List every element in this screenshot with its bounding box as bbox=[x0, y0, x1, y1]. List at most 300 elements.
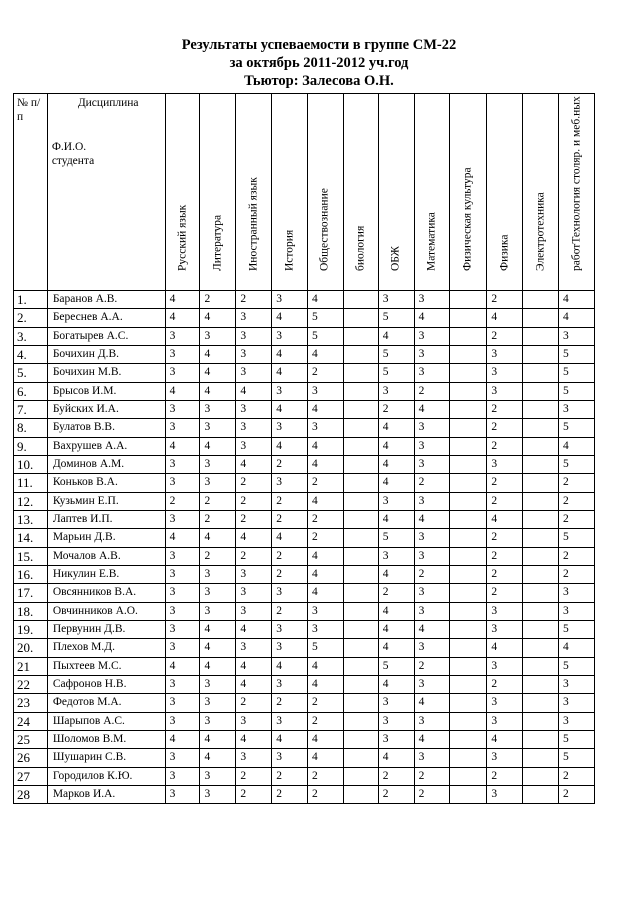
row-number: 6. bbox=[14, 382, 48, 400]
grade-cell: 4 bbox=[165, 309, 200, 327]
grade-cell: 2 bbox=[487, 547, 523, 565]
grade-cell: 5 bbox=[559, 382, 595, 400]
grade-cell bbox=[450, 657, 487, 675]
grade-cell: 2 bbox=[308, 364, 344, 382]
header-fio: Ф.И.О. bbox=[51, 141, 87, 153]
student-name: Плехов М.Д. bbox=[47, 639, 165, 657]
row-number: 26 bbox=[14, 749, 48, 767]
grade-cell: 5 bbox=[559, 419, 595, 437]
grade-cell: 2 bbox=[378, 584, 414, 602]
grade-cell: 2 bbox=[559, 510, 595, 528]
grade-cell: 2 bbox=[236, 785, 272, 803]
table-header-row bbox=[14, 94, 595, 291]
row-number: 14. bbox=[14, 529, 48, 547]
grade-cell: 3 bbox=[308, 620, 344, 638]
grade-cell: 5 bbox=[559, 345, 595, 363]
student-name: Бочихин М.В. bbox=[47, 364, 165, 382]
grade-cell: 3 bbox=[378, 712, 414, 730]
grade-cell: 4 bbox=[487, 639, 523, 657]
grade-cell bbox=[450, 529, 487, 547]
table-row bbox=[14, 767, 595, 785]
header-subject: Физическая культура bbox=[450, 94, 487, 291]
grade-cell bbox=[450, 510, 487, 528]
grade-cell: 2 bbox=[272, 492, 308, 510]
grade-cell: 5 bbox=[559, 749, 595, 767]
grade-cell: 4 bbox=[559, 437, 595, 455]
grade-cell: 2 bbox=[414, 565, 450, 583]
row-number: 20. bbox=[14, 639, 48, 657]
header-subject: работТехнология столяр. и меб.ных bbox=[559, 94, 595, 291]
grade-cell: 3 bbox=[236, 400, 272, 418]
row-number: 7. bbox=[14, 400, 48, 418]
header-number: № п/п bbox=[14, 94, 48, 291]
grade-cell: 4 bbox=[378, 327, 414, 345]
grade-cell bbox=[450, 675, 487, 693]
table-row bbox=[14, 785, 595, 803]
grade-cell: 4 bbox=[200, 345, 236, 363]
grade-cell: 3 bbox=[165, 455, 200, 473]
grade-cell: 3 bbox=[200, 602, 236, 620]
row-number: 17. bbox=[14, 584, 48, 602]
grade-cell bbox=[343, 419, 378, 437]
grade-cell: 4 bbox=[236, 620, 272, 638]
grade-cell: 3 bbox=[165, 327, 200, 345]
grade-cell: 3 bbox=[272, 382, 308, 400]
student-name: Овчинников А.О. bbox=[47, 602, 165, 620]
header-discipline: Дисциплина bbox=[77, 97, 139, 109]
grade-cell: 4 bbox=[200, 437, 236, 455]
grade-cell: 3 bbox=[272, 749, 308, 767]
grade-cell: 4 bbox=[200, 657, 236, 675]
grade-cell: 4 bbox=[200, 620, 236, 638]
student-name: Пыхтеев М.С. bbox=[47, 657, 165, 675]
grade-cell: 2 bbox=[487, 327, 523, 345]
grade-cell: 2 bbox=[487, 492, 523, 510]
grade-cell: 3 bbox=[200, 419, 236, 437]
table-row bbox=[14, 327, 595, 345]
grade-cell: 5 bbox=[559, 455, 595, 473]
grade-cell: 3 bbox=[165, 785, 200, 803]
grade-cell: 2 bbox=[308, 767, 344, 785]
grade-cell: 4 bbox=[378, 749, 414, 767]
tutor-subtitle: Тьютор: Залесова О.Н. bbox=[244, 73, 394, 89]
row-number: 24 bbox=[14, 712, 48, 730]
grade-cell bbox=[523, 694, 559, 712]
grade-cell bbox=[523, 419, 559, 437]
grade-cell: 2 bbox=[487, 565, 523, 583]
grade-cell bbox=[450, 309, 487, 327]
grade-cell: 5 bbox=[308, 309, 344, 327]
grade-cell: 3 bbox=[165, 749, 200, 767]
grade-cell: 4 bbox=[378, 602, 414, 620]
grade-cell bbox=[523, 620, 559, 638]
table-row bbox=[14, 529, 595, 547]
grade-cell: 3 bbox=[487, 657, 523, 675]
grade-cell: 3 bbox=[378, 382, 414, 400]
grade-cell: 3 bbox=[165, 712, 200, 730]
grade-cell: 4 bbox=[414, 400, 450, 418]
grade-cell: 2 bbox=[378, 400, 414, 418]
grade-cell: 2 bbox=[272, 547, 308, 565]
grade-cell: 5 bbox=[559, 364, 595, 382]
grade-cell: 3 bbox=[236, 419, 272, 437]
grade-cell: 4 bbox=[378, 565, 414, 583]
grade-cell: 4 bbox=[165, 437, 200, 455]
grade-cell: 3 bbox=[200, 455, 236, 473]
grade-cell: 3 bbox=[378, 492, 414, 510]
grade-cell: 4 bbox=[165, 730, 200, 748]
grade-cell: 3 bbox=[272, 584, 308, 602]
grade-cell: 4 bbox=[308, 437, 344, 455]
grade-cell: 3 bbox=[236, 565, 272, 583]
student-name: Доминов А.М. bbox=[47, 455, 165, 473]
grade-cell bbox=[523, 785, 559, 803]
grade-cell: 2 bbox=[487, 437, 523, 455]
table-row bbox=[14, 712, 595, 730]
grade-cell: 2 bbox=[236, 510, 272, 528]
grade-cell: 3 bbox=[308, 419, 344, 437]
grade-cell bbox=[343, 749, 378, 767]
header-subject: ОБЖ bbox=[378, 94, 414, 291]
grade-cell: 2 bbox=[236, 291, 272, 309]
grade-cell: 3 bbox=[236, 639, 272, 657]
grade-cell bbox=[523, 309, 559, 327]
grade-cell: 3 bbox=[487, 455, 523, 473]
grade-cell: 3 bbox=[165, 364, 200, 382]
grade-cell: 3 bbox=[272, 712, 308, 730]
grade-cell: 2 bbox=[487, 400, 523, 418]
student-name: Первунин Д.В. bbox=[47, 620, 165, 638]
grade-cell: 4 bbox=[272, 309, 308, 327]
grade-cell: 5 bbox=[378, 345, 414, 363]
grade-cell: 3 bbox=[272, 675, 308, 693]
grade-cell bbox=[523, 675, 559, 693]
grade-cell: 3 bbox=[559, 694, 595, 712]
grade-cell: 3 bbox=[414, 345, 450, 363]
grade-cell: 4 bbox=[308, 400, 344, 418]
grade-cell bbox=[343, 437, 378, 455]
header-subject: биология bbox=[343, 94, 378, 291]
student-name: Коньков В.А. bbox=[47, 474, 165, 492]
grade-cell bbox=[343, 455, 378, 473]
grade-cell: 5 bbox=[308, 639, 344, 657]
grade-cell: 3 bbox=[487, 694, 523, 712]
grade-cell: 4 bbox=[272, 437, 308, 455]
grade-cell: 3 bbox=[487, 749, 523, 767]
grade-cell bbox=[450, 382, 487, 400]
grade-cell: 3 bbox=[414, 547, 450, 565]
header-subject: Литература bbox=[200, 94, 236, 291]
grade-cell: 4 bbox=[308, 657, 344, 675]
grade-cell: 3 bbox=[414, 492, 450, 510]
row-number: 15. bbox=[14, 547, 48, 565]
grade-cell: 3 bbox=[487, 382, 523, 400]
student-name: Бочихин Д.В. bbox=[47, 345, 165, 363]
grade-cell bbox=[450, 364, 487, 382]
grade-cell: 4 bbox=[308, 345, 344, 363]
row-number: 12. bbox=[14, 492, 48, 510]
row-number: 3. bbox=[14, 327, 48, 345]
grade-cell: 2 bbox=[487, 419, 523, 437]
grade-cell: 2 bbox=[308, 510, 344, 528]
grade-cell bbox=[343, 345, 378, 363]
student-name: Городилов К.Ю. bbox=[47, 767, 165, 785]
grade-cell bbox=[523, 492, 559, 510]
table-row bbox=[14, 455, 595, 473]
grade-cell: 4 bbox=[200, 730, 236, 748]
grade-cell: 3 bbox=[487, 712, 523, 730]
grade-cell: 4 bbox=[414, 694, 450, 712]
student-name: Богатырев А.С. bbox=[47, 327, 165, 345]
grade-cell: 4 bbox=[165, 657, 200, 675]
student-name: Сафронов Н.В. bbox=[47, 675, 165, 693]
grade-cell: 4 bbox=[378, 474, 414, 492]
table-row bbox=[14, 565, 595, 583]
grade-cell: 4 bbox=[378, 455, 414, 473]
grade-cell: 2 bbox=[272, 602, 308, 620]
grade-cell bbox=[343, 712, 378, 730]
grade-cell: 3 bbox=[272, 620, 308, 638]
grade-cell: 3 bbox=[165, 419, 200, 437]
grade-cell: 4 bbox=[308, 675, 344, 693]
student-name: Баранов А.В. bbox=[47, 291, 165, 309]
grade-cell: 3 bbox=[200, 712, 236, 730]
table-row bbox=[14, 437, 595, 455]
grade-cell: 3 bbox=[414, 364, 450, 382]
grade-cell: 2 bbox=[308, 785, 344, 803]
grade-cell: 2 bbox=[414, 382, 450, 400]
student-name: Береснев А.А. bbox=[47, 309, 165, 327]
grade-cell: 3 bbox=[272, 327, 308, 345]
grade-cell: 3 bbox=[414, 584, 450, 602]
grade-cell bbox=[343, 730, 378, 748]
grade-cell: 4 bbox=[378, 510, 414, 528]
table-row bbox=[14, 620, 595, 638]
grade-cell: 3 bbox=[414, 529, 450, 547]
grade-cell: 2 bbox=[559, 492, 595, 510]
grade-cell: 5 bbox=[378, 309, 414, 327]
grade-cell bbox=[343, 785, 378, 803]
grade-cell: 3 bbox=[414, 419, 450, 437]
grade-cell bbox=[343, 492, 378, 510]
grade-cell: 4 bbox=[272, 345, 308, 363]
grade-cell: 3 bbox=[236, 712, 272, 730]
grade-cell: 4 bbox=[200, 749, 236, 767]
grade-cell: 4 bbox=[378, 639, 414, 657]
grade-cell bbox=[450, 400, 487, 418]
grade-cell: 3 bbox=[200, 565, 236, 583]
row-number: 19. bbox=[14, 620, 48, 638]
table-row bbox=[14, 309, 595, 327]
grade-cell bbox=[343, 474, 378, 492]
grade-cell: 2 bbox=[200, 547, 236, 565]
grade-cell: 3 bbox=[378, 694, 414, 712]
grade-cell bbox=[523, 639, 559, 657]
period-subtitle: за октябрь 2011-2012 уч.год bbox=[229, 55, 409, 71]
grade-cell: 3 bbox=[200, 785, 236, 803]
grade-cell bbox=[450, 639, 487, 657]
student-name: Брысов И.М. bbox=[47, 382, 165, 400]
grade-cell: 2 bbox=[272, 785, 308, 803]
header-student: студента bbox=[51, 155, 95, 167]
grade-cell bbox=[450, 437, 487, 455]
header-subject: Обществознание bbox=[308, 94, 344, 291]
grade-cell: 4 bbox=[487, 510, 523, 528]
grade-cell bbox=[523, 602, 559, 620]
grade-cell: 3 bbox=[559, 675, 595, 693]
grade-cell bbox=[450, 291, 487, 309]
grade-cell: 4 bbox=[236, 730, 272, 748]
student-name: Лаптев И.П. bbox=[47, 510, 165, 528]
grade-cell: 2 bbox=[487, 675, 523, 693]
grade-cell: 4 bbox=[236, 455, 272, 473]
grade-cell: 3 bbox=[165, 474, 200, 492]
grade-cell: 2 bbox=[272, 694, 308, 712]
grade-cell: 4 bbox=[236, 675, 272, 693]
grade-cell bbox=[450, 694, 487, 712]
table-row bbox=[14, 730, 595, 748]
row-number: 18. bbox=[14, 602, 48, 620]
grade-cell: 4 bbox=[414, 510, 450, 528]
row-number: 1. bbox=[14, 291, 48, 309]
grade-cell: 3 bbox=[200, 584, 236, 602]
student-name: Булатов В.В. bbox=[47, 419, 165, 437]
grade-cell: 2 bbox=[487, 584, 523, 602]
grade-cell: 2 bbox=[308, 529, 344, 547]
grade-cell: 2 bbox=[200, 510, 236, 528]
grade-cell: 4 bbox=[272, 730, 308, 748]
grade-cell: 2 bbox=[414, 785, 450, 803]
grade-cell: 3 bbox=[414, 455, 450, 473]
grade-cell: 3 bbox=[559, 584, 595, 602]
grade-cell: 5 bbox=[378, 364, 414, 382]
grade-cell: 2 bbox=[487, 767, 523, 785]
grade-cell: 4 bbox=[165, 291, 200, 309]
grade-cell bbox=[450, 730, 487, 748]
grade-cell bbox=[343, 694, 378, 712]
grade-cell bbox=[343, 602, 378, 620]
student-name: Шоломов В.М. bbox=[47, 730, 165, 748]
grade-cell: 2 bbox=[487, 291, 523, 309]
grade-cell: 2 bbox=[272, 767, 308, 785]
grade-cell: 3 bbox=[200, 474, 236, 492]
table-row bbox=[14, 657, 595, 675]
grade-cell: 4 bbox=[378, 620, 414, 638]
row-number: 16. bbox=[14, 565, 48, 583]
grade-cell bbox=[450, 584, 487, 602]
grade-cell: 3 bbox=[487, 620, 523, 638]
grade-cell: 4 bbox=[559, 291, 595, 309]
grade-cell: 5 bbox=[559, 730, 595, 748]
grade-cell bbox=[450, 419, 487, 437]
grade-cell bbox=[523, 382, 559, 400]
grade-cell: 3 bbox=[200, 400, 236, 418]
grade-cell bbox=[450, 749, 487, 767]
grade-cell: 4 bbox=[414, 730, 450, 748]
grade-cell: 3 bbox=[559, 400, 595, 418]
grade-cell: 2 bbox=[559, 565, 595, 583]
row-number: 2. bbox=[14, 309, 48, 327]
row-number: 28 bbox=[14, 785, 48, 803]
row-number: 9. bbox=[14, 437, 48, 455]
grade-cell: 4 bbox=[559, 639, 595, 657]
grade-cell: 3 bbox=[414, 712, 450, 730]
grade-cell: 3 bbox=[236, 602, 272, 620]
grade-cell: 3 bbox=[165, 767, 200, 785]
grade-cell: 2 bbox=[414, 657, 450, 675]
table-row bbox=[14, 419, 595, 437]
grade-cell: 4 bbox=[487, 730, 523, 748]
student-name: Марьин Д.В. bbox=[47, 529, 165, 547]
grade-cell: 3 bbox=[378, 291, 414, 309]
grade-cell bbox=[523, 437, 559, 455]
grade-cell: 4 bbox=[378, 675, 414, 693]
row-number: 4. bbox=[14, 345, 48, 363]
grade-cell bbox=[450, 565, 487, 583]
grade-cell: 4 bbox=[165, 382, 200, 400]
table-row bbox=[14, 602, 595, 620]
grade-cell: 3 bbox=[236, 437, 272, 455]
student-name: Овсянников В.А. bbox=[47, 584, 165, 602]
grade-cell: 3 bbox=[487, 785, 523, 803]
grade-cell: 2 bbox=[236, 694, 272, 712]
grade-cell bbox=[343, 639, 378, 657]
grade-cell: 3 bbox=[414, 675, 450, 693]
grade-cell bbox=[523, 749, 559, 767]
table-row bbox=[14, 547, 595, 565]
grade-cell: 2 bbox=[272, 510, 308, 528]
grade-cell: 3 bbox=[559, 712, 595, 730]
grade-cell: 2 bbox=[487, 529, 523, 547]
grade-cell bbox=[523, 730, 559, 748]
grade-cell bbox=[343, 327, 378, 345]
grade-cell: 2 bbox=[308, 694, 344, 712]
table-row bbox=[14, 364, 595, 382]
table-row bbox=[14, 510, 595, 528]
grade-cell: 3 bbox=[236, 584, 272, 602]
grade-cell bbox=[343, 584, 378, 602]
student-name: Федотов М.А. bbox=[47, 694, 165, 712]
grade-cell: 2 bbox=[272, 565, 308, 583]
table-row bbox=[14, 382, 595, 400]
row-number: 8. bbox=[14, 419, 48, 437]
grade-cell: 4 bbox=[308, 749, 344, 767]
grade-cell bbox=[450, 327, 487, 345]
grade-cell: 4 bbox=[165, 529, 200, 547]
grade-cell: 3 bbox=[236, 364, 272, 382]
grade-cell bbox=[523, 767, 559, 785]
grade-cell: 3 bbox=[165, 694, 200, 712]
grade-cell: 3 bbox=[378, 730, 414, 748]
grade-cell: 3 bbox=[487, 345, 523, 363]
grade-cell: 4 bbox=[272, 400, 308, 418]
grade-cell: 4 bbox=[200, 382, 236, 400]
student-name: Марков И.А. bbox=[47, 785, 165, 803]
grade-cell: 5 bbox=[559, 529, 595, 547]
grade-cell bbox=[523, 291, 559, 309]
student-name: Буйских И.А. bbox=[47, 400, 165, 418]
grade-cell bbox=[343, 510, 378, 528]
grade-cell bbox=[523, 474, 559, 492]
grade-cell: 2 bbox=[236, 767, 272, 785]
grade-cell: 2 bbox=[487, 474, 523, 492]
student-name: Кузьмин Е.П. bbox=[47, 492, 165, 510]
grade-cell: 3 bbox=[236, 327, 272, 345]
row-number: 25 bbox=[14, 730, 48, 748]
grade-cell: 2 bbox=[308, 712, 344, 730]
student-name: Никулин Е.В. bbox=[47, 565, 165, 583]
grade-cell bbox=[450, 345, 487, 363]
